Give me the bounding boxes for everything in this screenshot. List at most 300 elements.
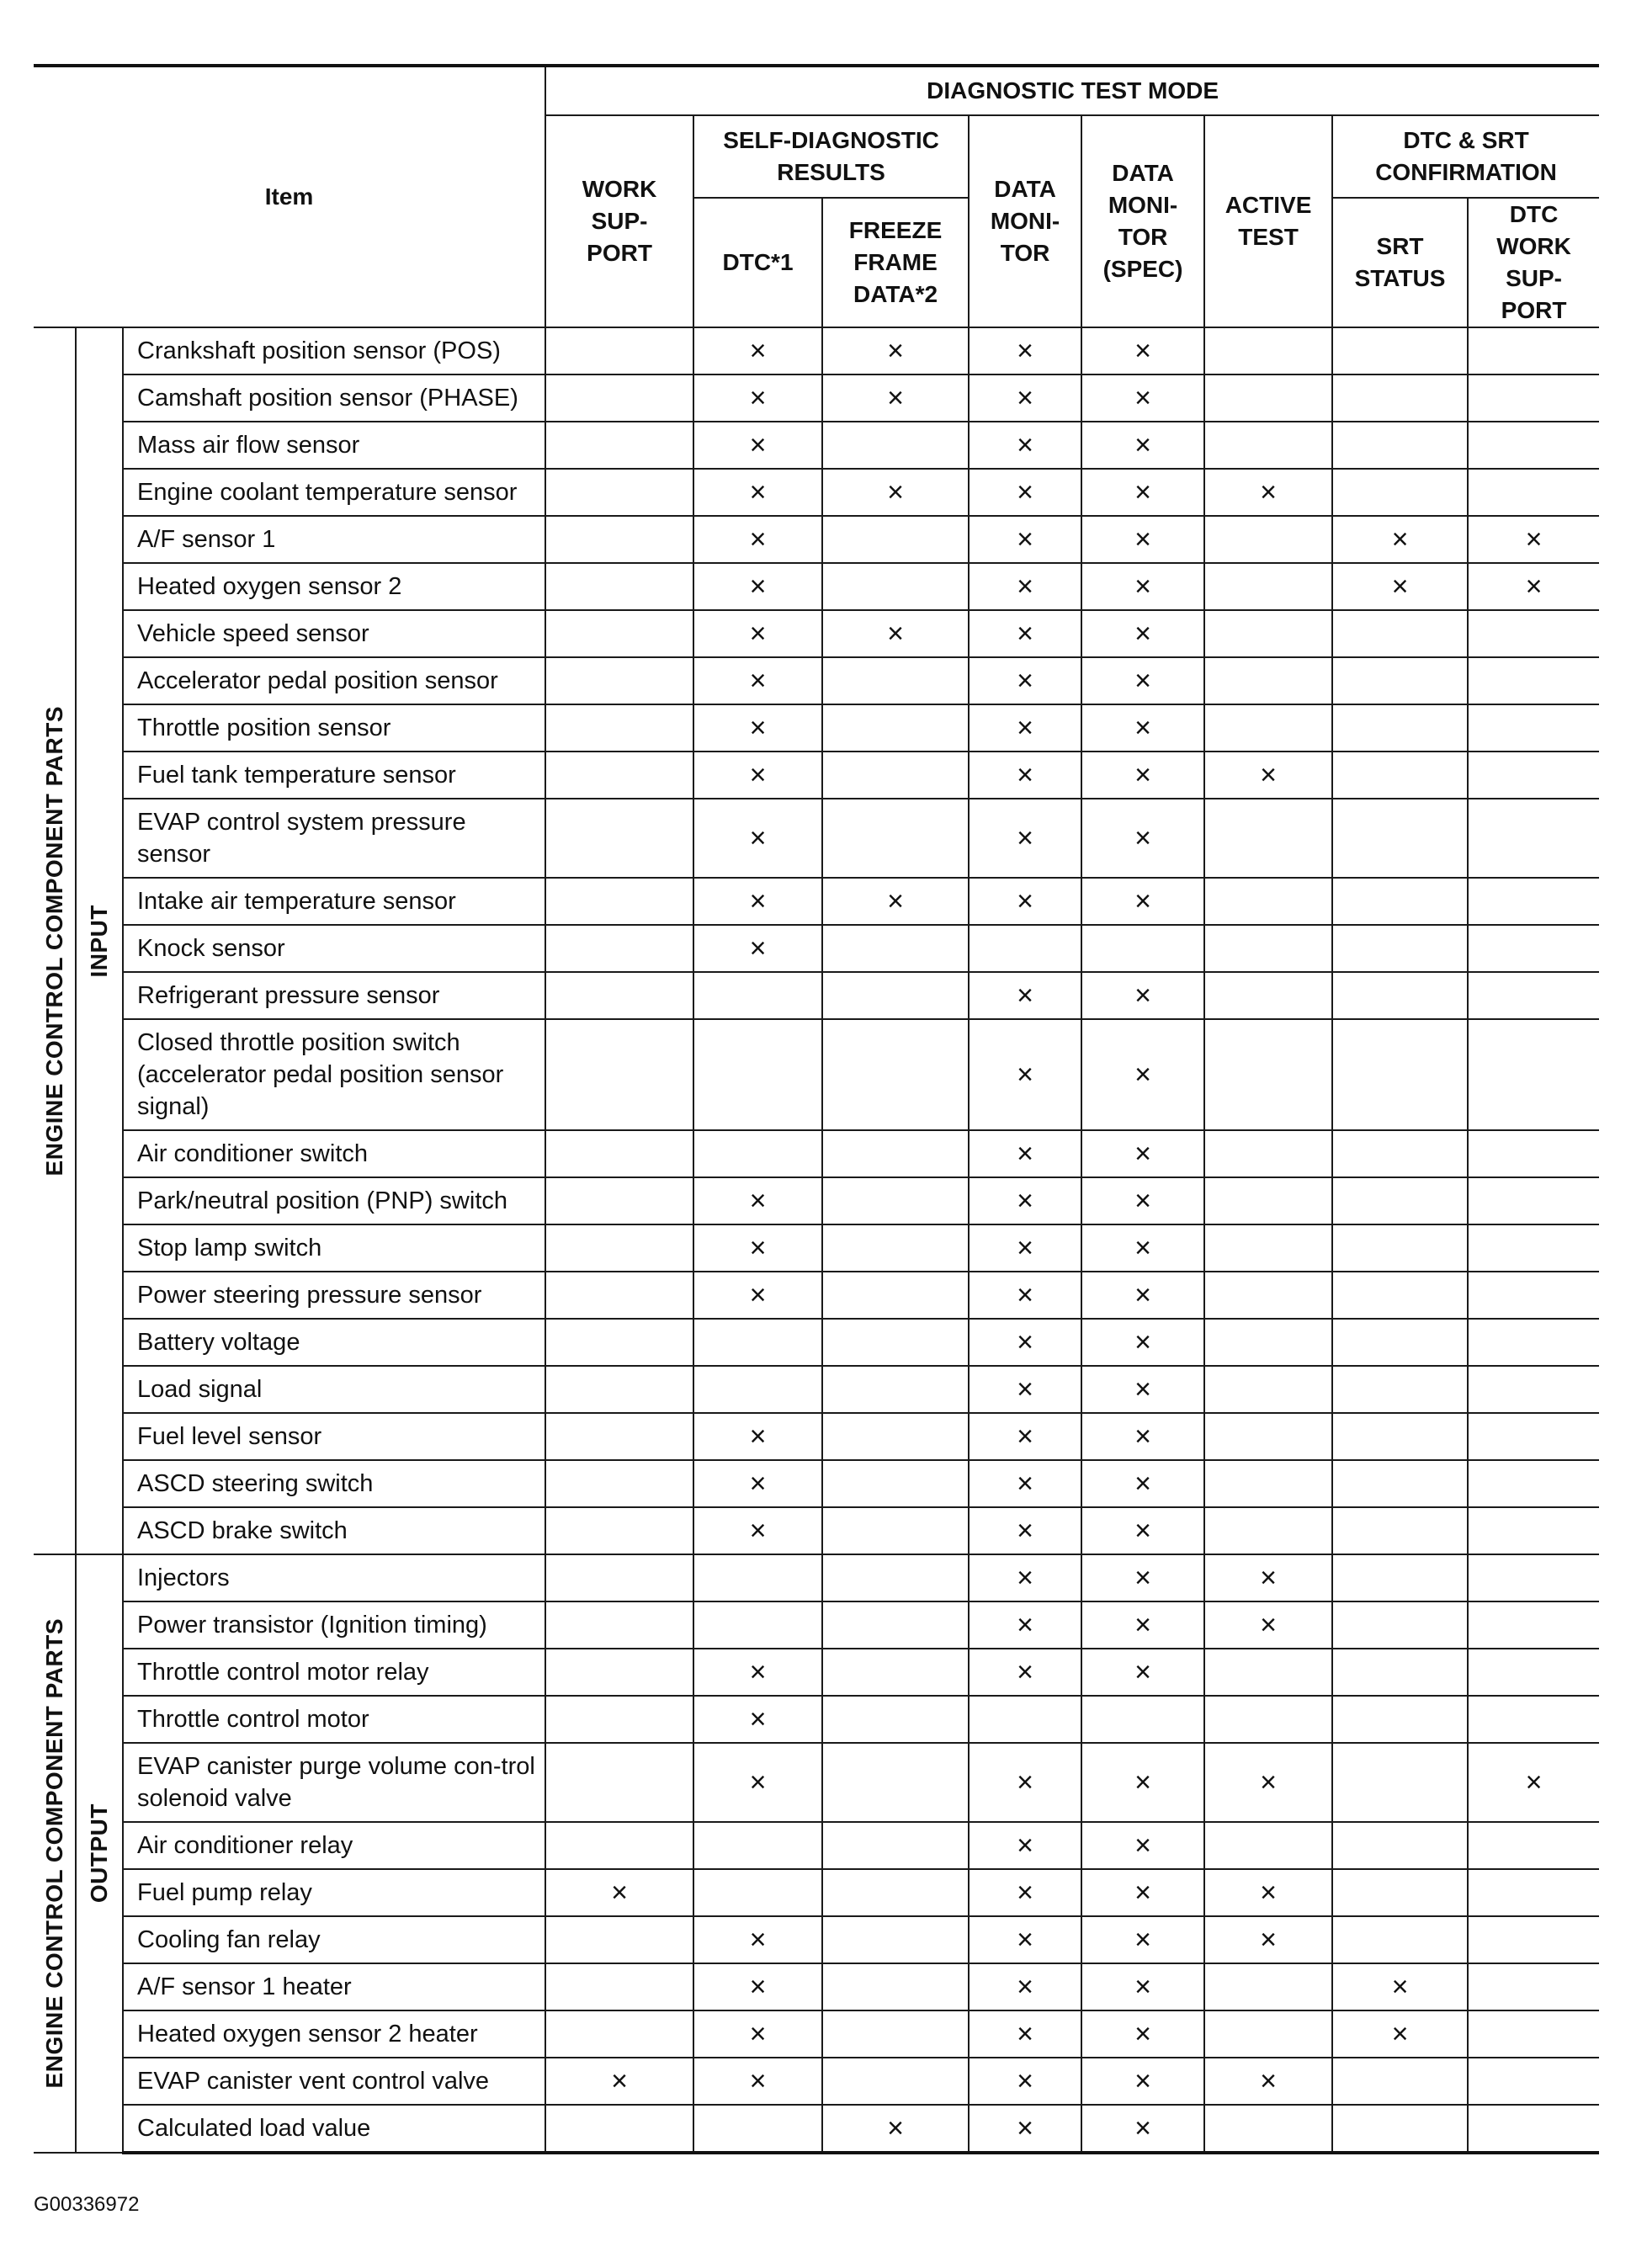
item-name-cell: Accelerator pedal position sensor	[123, 657, 545, 704]
mark-cell	[1468, 1019, 1599, 1130]
mark-cell	[1332, 1366, 1468, 1413]
mark-cell: ×	[1081, 1869, 1204, 1916]
mark-cell	[693, 1822, 822, 1869]
mark-cell	[1204, 516, 1332, 563]
header-line: FRAME	[853, 249, 938, 275]
mark-cell	[822, 1319, 969, 1366]
mark-cell	[545, 799, 693, 878]
mark-cell: ×	[822, 878, 969, 925]
table-row	[34, 972, 1599, 1019]
mark-cell: ×	[969, 563, 1081, 610]
mark-cell	[545, 1916, 693, 1963]
table-row	[34, 1822, 1599, 1869]
data-monitor-spec-header	[1081, 115, 1204, 327]
mark-cell: ×	[969, 1130, 1081, 1177]
mark-cell	[1332, 1019, 1468, 1130]
mark-cell: ×	[822, 469, 969, 516]
mark-cell: ×	[969, 1743, 1081, 1822]
self-diagnostic-results-header	[693, 115, 969, 198]
mark-cell	[1332, 657, 1468, 704]
mark-cell	[1468, 1224, 1599, 1272]
mark-cell	[545, 1743, 693, 1822]
data-monitor-header	[969, 115, 1081, 327]
mark-cell	[693, 1554, 822, 1601]
mark-cell: ×	[1468, 1743, 1599, 1822]
mark-cell	[969, 1696, 1081, 1743]
mark-cell: ×	[545, 1869, 693, 1916]
mark-cell	[545, 752, 693, 799]
mark-cell	[545, 1177, 693, 1224]
mark-cell: ×	[969, 657, 1081, 704]
mark-cell	[822, 1272, 969, 1319]
mark-cell	[1332, 1224, 1468, 1272]
mark-cell	[1468, 657, 1599, 704]
mark-cell: ×	[1204, 1554, 1332, 1601]
freeze-frame-header	[822, 198, 969, 327]
mark-cell: ×	[1204, 752, 1332, 799]
item-name-cell: Air conditioner switch	[123, 1130, 545, 1177]
mark-cell: ×	[693, 1224, 822, 1272]
mark-cell	[545, 374, 693, 422]
mark-cell	[1468, 704, 1599, 752]
mark-cell	[1204, 1366, 1332, 1413]
mark-cell	[545, 1272, 693, 1319]
mark-cell	[822, 1649, 969, 1696]
diagnostic-test-mode-table	[34, 64, 1599, 2154]
mark-cell	[1332, 1601, 1468, 1649]
mark-cell: ×	[1332, 1963, 1468, 2010]
mark-cell: ×	[822, 327, 969, 374]
mark-cell	[1332, 1413, 1468, 1460]
mark-cell: ×	[1204, 1916, 1332, 1963]
mark-cell	[545, 469, 693, 516]
table-row	[34, 2010, 1599, 2058]
mark-cell: ×	[693, 469, 822, 516]
header-line: (SPEC)	[1102, 256, 1183, 282]
mark-cell	[822, 1869, 969, 1916]
item-name-cell: Fuel pump relay	[123, 1869, 545, 1916]
mark-cell: ×	[969, 610, 1081, 657]
mark-cell	[545, 704, 693, 752]
mark-cell: ×	[1081, 1963, 1204, 2010]
header-line: DATA	[994, 176, 1056, 202]
mark-cell: ×	[1468, 563, 1599, 610]
item-name-cell: Throttle control motor	[123, 1696, 545, 1743]
mark-cell: ×	[693, 657, 822, 704]
item-name-cell: A/F sensor 1 heater	[123, 1963, 545, 2010]
mark-cell	[1204, 610, 1332, 657]
mark-cell	[1332, 1649, 1468, 1696]
mark-cell	[545, 1822, 693, 1869]
mark-cell: ×	[693, 1413, 822, 1460]
mark-cell	[1081, 1696, 1204, 1743]
mark-cell	[1332, 1272, 1468, 1319]
mark-cell	[1204, 1413, 1332, 1460]
mark-cell	[1468, 1507, 1599, 1554]
mark-cell: ×	[969, 704, 1081, 752]
table-row	[34, 925, 1599, 972]
table-row	[34, 1319, 1599, 1366]
mark-cell: ×	[1081, 2010, 1204, 2058]
table-row	[34, 610, 1599, 657]
header-line: DTC	[1509, 201, 1559, 227]
mark-cell	[545, 1224, 693, 1272]
item-name-cell: A/F sensor 1	[123, 516, 545, 563]
mark-cell	[822, 1413, 969, 1460]
mark-cell	[822, 1366, 969, 1413]
table-row	[34, 1019, 1599, 1130]
mark-cell	[1468, 374, 1599, 422]
table-body	[34, 327, 1599, 2153]
mark-cell	[1332, 704, 1468, 752]
mark-cell	[545, 1554, 693, 1601]
mark-cell	[822, 1963, 969, 2010]
mark-cell: ×	[969, 1649, 1081, 1696]
item-name-cell: Camshaft position sensor (PHASE)	[123, 374, 545, 422]
item-name-cell: EVAP canister vent control valve	[123, 2058, 545, 2105]
mark-cell	[822, 657, 969, 704]
mark-cell	[693, 972, 822, 1019]
item-name-cell: Stop lamp switch	[123, 1224, 545, 1272]
mark-cell	[822, 1177, 969, 1224]
table-row	[34, 327, 1599, 374]
srt-status-header	[1332, 198, 1468, 327]
mark-cell: ×	[693, 1460, 822, 1507]
mark-cell	[822, 925, 969, 972]
item-name-cell: Power transistor (Ignition timing)	[123, 1601, 545, 1649]
item-name-cell: Intake air temperature sensor	[123, 878, 545, 925]
mark-cell	[1468, 469, 1599, 516]
mark-cell: ×	[1081, 563, 1204, 610]
mark-cell: ×	[1081, 657, 1204, 704]
mark-cell: ×	[969, 799, 1081, 878]
mark-cell	[693, 1319, 822, 1366]
item-name-cell: Power steering pressure sensor	[123, 1272, 545, 1319]
mark-cell: ×	[1204, 2058, 1332, 2105]
mark-cell: ×	[969, 2010, 1081, 2058]
dtc-header: DTC*1	[693, 198, 822, 327]
mark-cell	[1204, 1319, 1332, 1366]
mark-cell	[693, 1869, 822, 1916]
mark-cell	[1468, 1554, 1599, 1601]
item-name-cell: Engine coolant temperature sensor	[123, 469, 545, 516]
mark-cell	[822, 1130, 969, 1177]
table-row	[34, 563, 1599, 610]
mark-cell	[1468, 1366, 1599, 1413]
mark-cell	[1332, 1869, 1468, 1916]
mark-cell: ×	[693, 610, 822, 657]
table-row	[34, 1963, 1599, 2010]
mark-cell: ×	[1081, 878, 1204, 925]
header-line: PORT	[1501, 297, 1567, 323]
mark-cell	[1204, 563, 1332, 610]
mark-cell	[1332, 1554, 1468, 1601]
mark-cell: ×	[1332, 2010, 1468, 2058]
mark-cell	[1332, 1319, 1468, 1366]
dtc-work-support-header	[1468, 198, 1599, 327]
mark-cell: ×	[1081, 972, 1204, 1019]
mark-cell: ×	[693, 1177, 822, 1224]
mark-cell	[1468, 2058, 1599, 2105]
header-line: MONI-	[990, 208, 1060, 234]
header-line: PORT	[587, 240, 652, 266]
mark-cell	[1468, 2105, 1599, 2153]
mark-cell	[1468, 2010, 1599, 2058]
header-line: WORK	[1496, 233, 1571, 259]
mark-cell	[1332, 1130, 1468, 1177]
mark-cell: ×	[1081, 2105, 1204, 2153]
mark-cell	[1332, 972, 1468, 1019]
mark-cell: ×	[1081, 610, 1204, 657]
table-row	[34, 469, 1599, 516]
mark-cell: ×	[1081, 516, 1204, 563]
item-name-cell: Mass air flow sensor	[123, 422, 545, 469]
mark-cell: ×	[693, 563, 822, 610]
mark-cell	[822, 1224, 969, 1272]
item-name-cell: Heated oxygen sensor 2 heater	[123, 2010, 545, 2058]
mark-cell: ×	[1081, 752, 1204, 799]
mark-cell	[1204, 2105, 1332, 2153]
mark-cell: ×	[822, 374, 969, 422]
table-row	[34, 1649, 1599, 1696]
mark-cell: ×	[969, 469, 1081, 516]
mark-cell	[1468, 925, 1599, 972]
mark-cell	[545, 1963, 693, 2010]
mark-cell	[822, 752, 969, 799]
mark-cell: ×	[1081, 1130, 1204, 1177]
item-name-cell: Load signal	[123, 1366, 545, 1413]
mark-cell	[545, 925, 693, 972]
mark-cell	[822, 1916, 969, 1963]
mark-cell: ×	[1081, 327, 1204, 374]
mark-cell	[1468, 1130, 1599, 1177]
mark-cell	[1468, 799, 1599, 878]
mark-cell	[1332, 799, 1468, 878]
dtc-srt-confirmation-header	[1332, 115, 1599, 198]
diagnostic-test-mode-header: DIAGNOSTIC TEST MODE	[545, 66, 1599, 115]
mark-cell	[545, 1601, 693, 1649]
item-name-cell: ASCD steering switch	[123, 1460, 545, 1507]
mark-cell: ×	[693, 2058, 822, 2105]
mark-cell	[545, 1319, 693, 1366]
mark-cell	[1468, 1177, 1599, 1224]
mark-cell: ×	[1081, 469, 1204, 516]
item-name-cell: Crankshaft position sensor (POS)	[123, 327, 545, 374]
mark-cell	[1468, 878, 1599, 925]
mark-cell: ×	[1081, 1272, 1204, 1319]
mark-cell: ×	[1081, 1601, 1204, 1649]
mark-cell	[1332, 2105, 1468, 2153]
mark-cell: ×	[969, 1319, 1081, 1366]
mark-cell	[822, 516, 969, 563]
item-name-cell: Fuel level sensor	[123, 1413, 545, 1460]
mark-cell	[1332, 2058, 1468, 2105]
item-name-cell: Refrigerant pressure sensor	[123, 972, 545, 1019]
mark-cell	[545, 1507, 693, 1554]
item-name-cell: Calculated load value	[123, 2105, 545, 2153]
mark-cell: ×	[969, 1916, 1081, 1963]
mark-cell: ×	[1204, 469, 1332, 516]
mark-cell	[822, 1554, 969, 1601]
table-row	[34, 1743, 1599, 1822]
mark-cell: ×	[693, 878, 822, 925]
mark-cell	[1332, 327, 1468, 374]
table-row	[34, 657, 1599, 704]
table-row	[34, 752, 1599, 799]
mark-cell	[1204, 1649, 1332, 1696]
mark-cell	[1332, 1177, 1468, 1224]
mark-cell	[545, 657, 693, 704]
mark-cell	[545, 1019, 693, 1130]
mark-cell: ×	[1081, 1649, 1204, 1696]
mark-cell: ×	[969, 327, 1081, 374]
mark-cell	[1204, 374, 1332, 422]
mark-cell	[1204, 1272, 1332, 1319]
mark-cell	[822, 1019, 969, 1130]
mark-cell	[1204, 799, 1332, 878]
mark-cell: ×	[969, 752, 1081, 799]
mark-cell	[822, 2058, 969, 2105]
mark-cell	[545, 610, 693, 657]
item-name-cell: ASCD brake switch	[123, 1507, 545, 1554]
table-row	[34, 1272, 1599, 1319]
mark-cell: ×	[969, 1460, 1081, 1507]
mark-cell: ×	[1081, 1366, 1204, 1413]
mark-cell: ×	[1081, 1177, 1204, 1224]
mark-cell: ×	[969, 2058, 1081, 2105]
table-row	[34, 1601, 1599, 1649]
mark-cell	[1468, 1963, 1599, 2010]
mark-cell	[545, 1130, 693, 1177]
header-line: FREEZE	[848, 217, 943, 243]
mark-cell	[1204, 1822, 1332, 1869]
mark-cell: ×	[969, 1366, 1081, 1413]
table-row	[34, 1177, 1599, 1224]
item-name-cell: Park/neutral position (PNP) switch	[123, 1177, 545, 1224]
group-sublabel-cell	[76, 327, 123, 1554]
item-name-cell: Fuel tank temperature sensor	[123, 752, 545, 799]
header-line: CONFIRMATION	[1375, 159, 1557, 185]
mark-cell	[545, 1366, 693, 1413]
mark-cell: ×	[693, 752, 822, 799]
header-line: TOR	[1000, 240, 1050, 266]
mark-cell: ×	[969, 1507, 1081, 1554]
mark-cell: ×	[693, 2010, 822, 2058]
mark-cell: ×	[969, 2105, 1081, 2153]
item-name-cell: Throttle position sensor	[123, 704, 545, 752]
mark-cell	[1332, 1916, 1468, 1963]
mark-cell	[1332, 925, 1468, 972]
mark-cell: ×	[969, 1963, 1081, 2010]
header-line: SUP-	[1506, 265, 1562, 291]
mark-cell: ×	[969, 1554, 1081, 1601]
mark-cell	[693, 1019, 822, 1130]
item-name-cell: Injectors	[123, 1554, 545, 1601]
mark-cell	[693, 1130, 822, 1177]
mark-cell: ×	[1081, 1822, 1204, 1869]
mark-cell: ×	[693, 1743, 822, 1822]
group-label: ENGINE CONTROL COMPONENT PARTS	[40, 705, 67, 1176]
item-name-cell: Heated oxygen sensor 2	[123, 563, 545, 610]
mark-cell: ×	[693, 327, 822, 374]
table-row	[34, 516, 1599, 563]
header-line: MONI-	[1108, 192, 1178, 218]
mark-cell: ×	[1081, 1554, 1204, 1601]
mark-cell: ×	[693, 799, 822, 878]
table-row	[34, 704, 1599, 752]
table-row	[34, 878, 1599, 925]
mark-cell	[1468, 327, 1599, 374]
mark-cell	[822, 2010, 969, 2058]
item-name-cell: Air conditioner relay	[123, 1822, 545, 1869]
table-row	[34, 1696, 1599, 1743]
header-line: TEST	[1238, 224, 1299, 250]
mark-cell: ×	[693, 1696, 822, 1743]
mark-cell: ×	[969, 878, 1081, 925]
mark-cell	[545, 878, 693, 925]
mark-cell	[1332, 878, 1468, 925]
item-name-cell: EVAP canister purge volume con-trol solenoid valve	[123, 1743, 545, 1822]
mark-cell: ×	[1081, 374, 1204, 422]
mark-cell	[545, 1649, 693, 1696]
mark-cell: ×	[822, 610, 969, 657]
item-name-cell: Cooling fan relay	[123, 1916, 545, 1963]
mark-cell: ×	[693, 1507, 822, 1554]
header-line: DATA*2	[853, 281, 938, 307]
table-header	[34, 66, 1599, 327]
mark-cell: ×	[1081, 422, 1204, 469]
mark-cell	[1204, 657, 1332, 704]
mark-cell: ×	[1081, 2058, 1204, 2105]
group-label: ENGINE CONTROL COMPONENT PARTS	[40, 1618, 67, 2089]
mark-cell	[1468, 752, 1599, 799]
table-row	[34, 1869, 1599, 1916]
mark-cell	[1204, 2010, 1332, 2058]
item-column-header: Item	[34, 66, 545, 327]
item-name-cell: Throttle control motor relay	[123, 1649, 545, 1696]
mark-cell	[545, 2105, 693, 2153]
mark-cell: ×	[1204, 1743, 1332, 1822]
mark-cell	[1204, 1460, 1332, 1507]
mark-cell	[545, 2010, 693, 2058]
mark-cell	[545, 563, 693, 610]
mark-cell: ×	[969, 1224, 1081, 1272]
header-line: SELF-DIAGNOSTIC	[723, 127, 939, 153]
mark-cell: ×	[1081, 1507, 1204, 1554]
table-row	[34, 2105, 1599, 2153]
mark-cell	[1332, 374, 1468, 422]
mark-cell	[1332, 1460, 1468, 1507]
mark-cell	[822, 563, 969, 610]
mark-cell: ×	[969, 516, 1081, 563]
mark-cell	[822, 972, 969, 1019]
mark-cell	[693, 2105, 822, 2153]
mark-cell	[545, 327, 693, 374]
mark-cell: ×	[693, 516, 822, 563]
mark-cell	[1468, 1822, 1599, 1869]
mark-cell: ×	[1081, 704, 1204, 752]
mark-cell: ×	[1332, 516, 1468, 563]
mark-cell	[1332, 610, 1468, 657]
item-name-cell: Vehicle speed sensor	[123, 610, 545, 657]
mark-cell	[1468, 1916, 1599, 1963]
header-line: TOR	[1118, 224, 1168, 250]
mark-cell	[1332, 1743, 1468, 1822]
mark-cell	[1468, 972, 1599, 1019]
mark-cell	[1332, 1822, 1468, 1869]
mark-cell	[1332, 422, 1468, 469]
item-name-cell: EVAP control system pressure sensor	[123, 799, 545, 878]
